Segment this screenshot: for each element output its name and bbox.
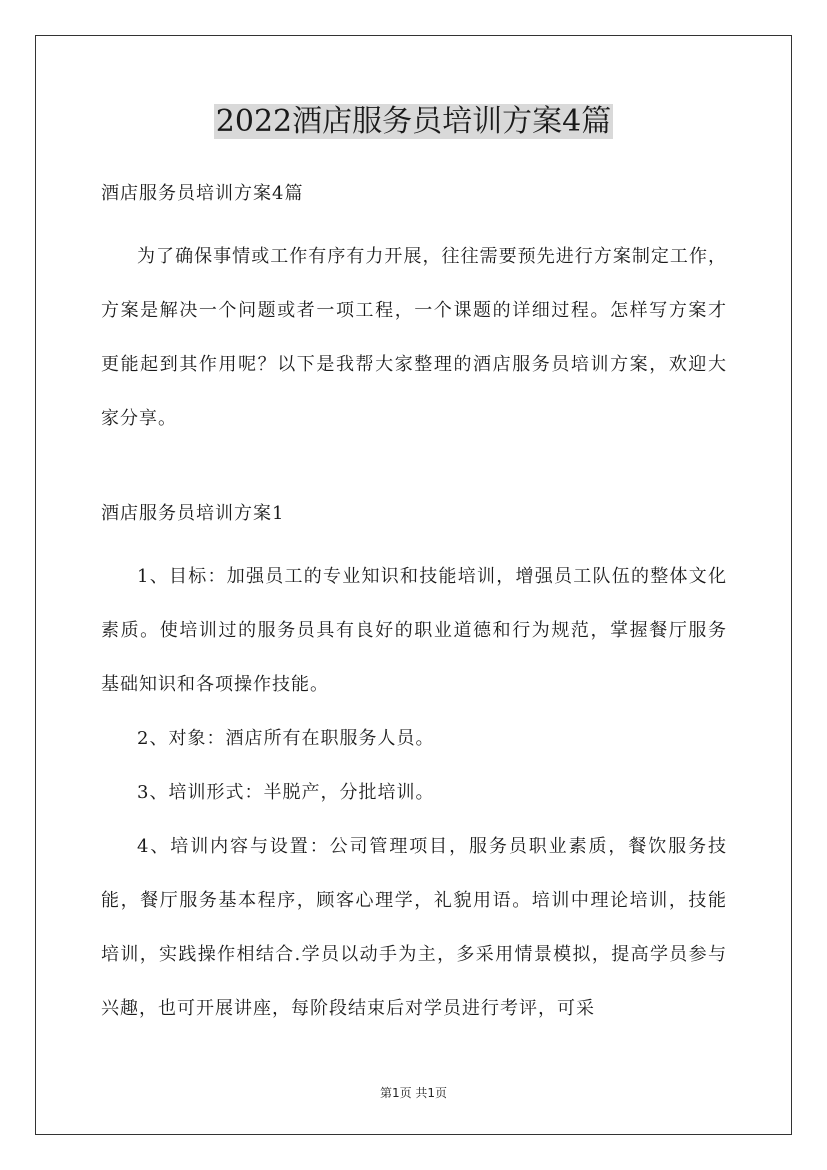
- list-item-goal: 1、目标：加强员工的专业知识和技能培训，增强员工队伍的整体文化素质。使培训过的服务员具有良好的职业道德和行为规范，掌握餐厅服务基础知识和各项操作技能。: [101, 566, 727, 695]
- list-item-audience: 2、对象：酒店所有在职服务人员。: [137, 728, 435, 749]
- intro-paragraph: 为了确保事情或工作有序有力开展，往往需要预先进行方案制定工作，方案是解决一个问题或者一项工程，一个课题的详细过程。怎样写方案才更能起到其作用呢？以下是我帮大家整理的酒店服务员培训方案，欢迎大家分享。: [101, 246, 727, 429]
- document-title: [0, 100, 827, 144]
- list-item-content: 4、培训内容与设置：公司管理项目，服务员职业素质，餐饮服务技能，餐厅服务基本程序，顾客心理学，礼貌用语。培训中理论培训，技能培训，实践操作相结合.学员以动手为主，多采用情景模拟，提高学员参与兴趣，也可开展讲座，每阶段结束后对学员进行考评，可采: [101, 836, 727, 1019]
- document-subtitle: 酒店服务员培训方案4篇: [101, 183, 304, 204]
- document-body: [101, 176, 727, 1036]
- document-title-text: 2022酒店服务员培训方案4篇: [215, 104, 612, 139]
- section-heading: 酒店服务员培训方案1: [101, 503, 285, 524]
- page-footer: 第1页 共1页: [379, 1086, 448, 1100]
- list-item-format: 3、培训形式：半脱产，分批培训。: [137, 782, 435, 803]
